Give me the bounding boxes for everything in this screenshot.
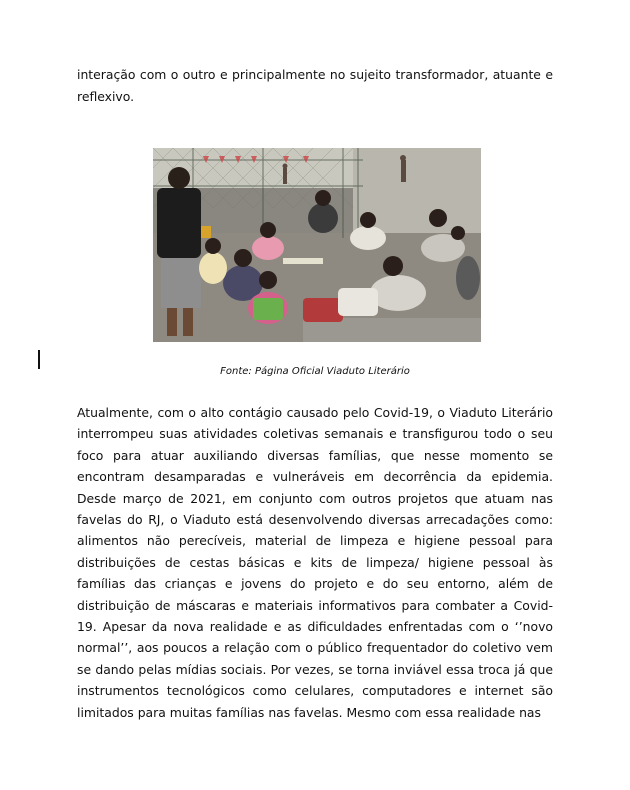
photo-illustration xyxy=(153,148,481,342)
paragraph-top: interação com o outro e principalmente no sujeito transformador, atuante e reflexivo. xyxy=(77,67,553,104)
figure-caption: Fonte: Página Oficial Viaduto Literário xyxy=(220,366,410,377)
figure-photo xyxy=(153,148,481,342)
paragraph-main: Atualmente, com o alto contágio causado pelo Covid-19, o Viaduto Literário interrompeu suas atividades coletivas semanais e transfigurou todo o seu foco para atuar auxiliando diversas famílias, que nesse momento se encontram desamparadas e vulneráveis em decorrência da epidemia. Desde março de 2021, em conjunto com outros projetos que atuam nas favelas do RJ, o Viaduto está desenvolvendo diversas arrecadações como: alimentos não perecíveis, material de limpeza e higiene pessoal para distribuições de cestas básicas e kits de limpeza/ higiene pessoal às famílias das crianças e jovens do projeto e do seu entorno, além de distribuição de máscaras e materiais informativos para combater a Covid-19. Apesar da nova realidade e as dificuldades enfrentadas com o ‘’novo normal’’, aos poucos a relação com o público frequentador do coletivo vem se dando pelas mídias sociais. Por vezes, se torna inviável essa troca já que instrumentos tecnológicos como celulares, computadores e internet são limitados para muitas famílias nas favelas. Mesmo com essa realidade nas xyxy=(77,405,553,720)
